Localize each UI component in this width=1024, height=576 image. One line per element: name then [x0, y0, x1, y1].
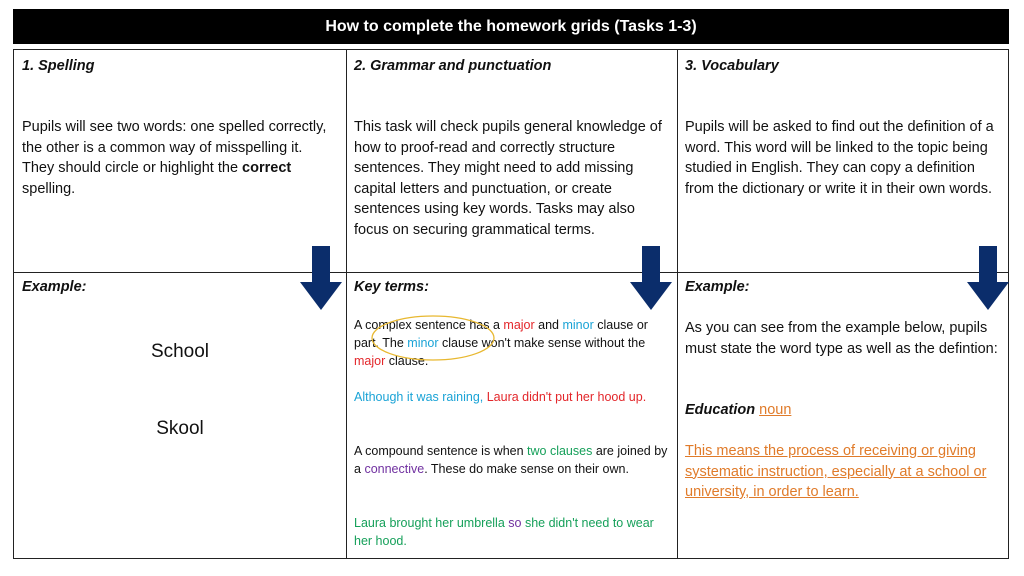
- spelling-header: 1. Spelling: [22, 58, 95, 74]
- correct-word: School: [150, 341, 210, 362]
- complex-sentence-example: Although it was raining, Laura didn't put her hood up.: [354, 390, 647, 404]
- highlight-circle: [368, 312, 498, 364]
- key-terms-header: Key terms:: [354, 279, 429, 295]
- arrow-down-icon: [298, 246, 344, 312]
- grammar-description: This task will check pupils general knowledge of how to proof-read and correctly structure sentences. They might need to add missing capital letters and punctuation, or create sentences using key words. Tasks may also focus on securing grammatical terms.: [354, 119, 662, 238]
- arrow-down-icon: [965, 246, 1011, 312]
- row-divider: [14, 272, 1008, 273]
- spelling-example-header: Example:: [22, 279, 87, 295]
- vocabulary-intro: As you can see from the example below, pupils must state the word type as well as the defintion:: [685, 320, 998, 357]
- vocabulary-definition: This means the process of receiving or giving systematic instruction, especially at a school or university, in order to learn.: [685, 443, 987, 500]
- compound-sentence-example: Laura brought her umbrella so she didn't need to wear her hood.: [354, 516, 654, 548]
- vocabulary-description: Pupils will be asked to find out the definition of a word. This word will be linked to the topic being studied in English. They can copy a definition from the dictionary or write it in their own words.: [685, 119, 994, 197]
- homework-grid: [13, 49, 1009, 559]
- arrow-down-icon: [628, 246, 674, 312]
- page-title: How to complete the homework grids (Tasks 1-3): [13, 9, 1009, 44]
- vocabulary-header: 3. Vocabulary: [685, 58, 779, 74]
- compound-sentence-definition: A compound sentence is when two clauses are joined by a connective. These do make sense on their own.: [354, 444, 668, 476]
- spelling-description: Pupils will see two words: one spelled correctly, the other is a common way of misspelling it. They should circle or highlight the correct spelling.: [22, 119, 327, 197]
- grammar-header: 2. Grammar and punctuation: [354, 58, 552, 74]
- vocabulary-word-line: Education noun: [685, 402, 792, 418]
- complex-sentence-definition: A complex sentence has a major and minor clause or part. The minor clause won't make sense without the major clause.: [354, 318, 648, 368]
- column-divider: [677, 50, 678, 558]
- column-divider: [346, 50, 347, 558]
- vocabulary-example-header: Example:: [685, 279, 750, 295]
- misspelled-word: Skool: [156, 418, 204, 439]
